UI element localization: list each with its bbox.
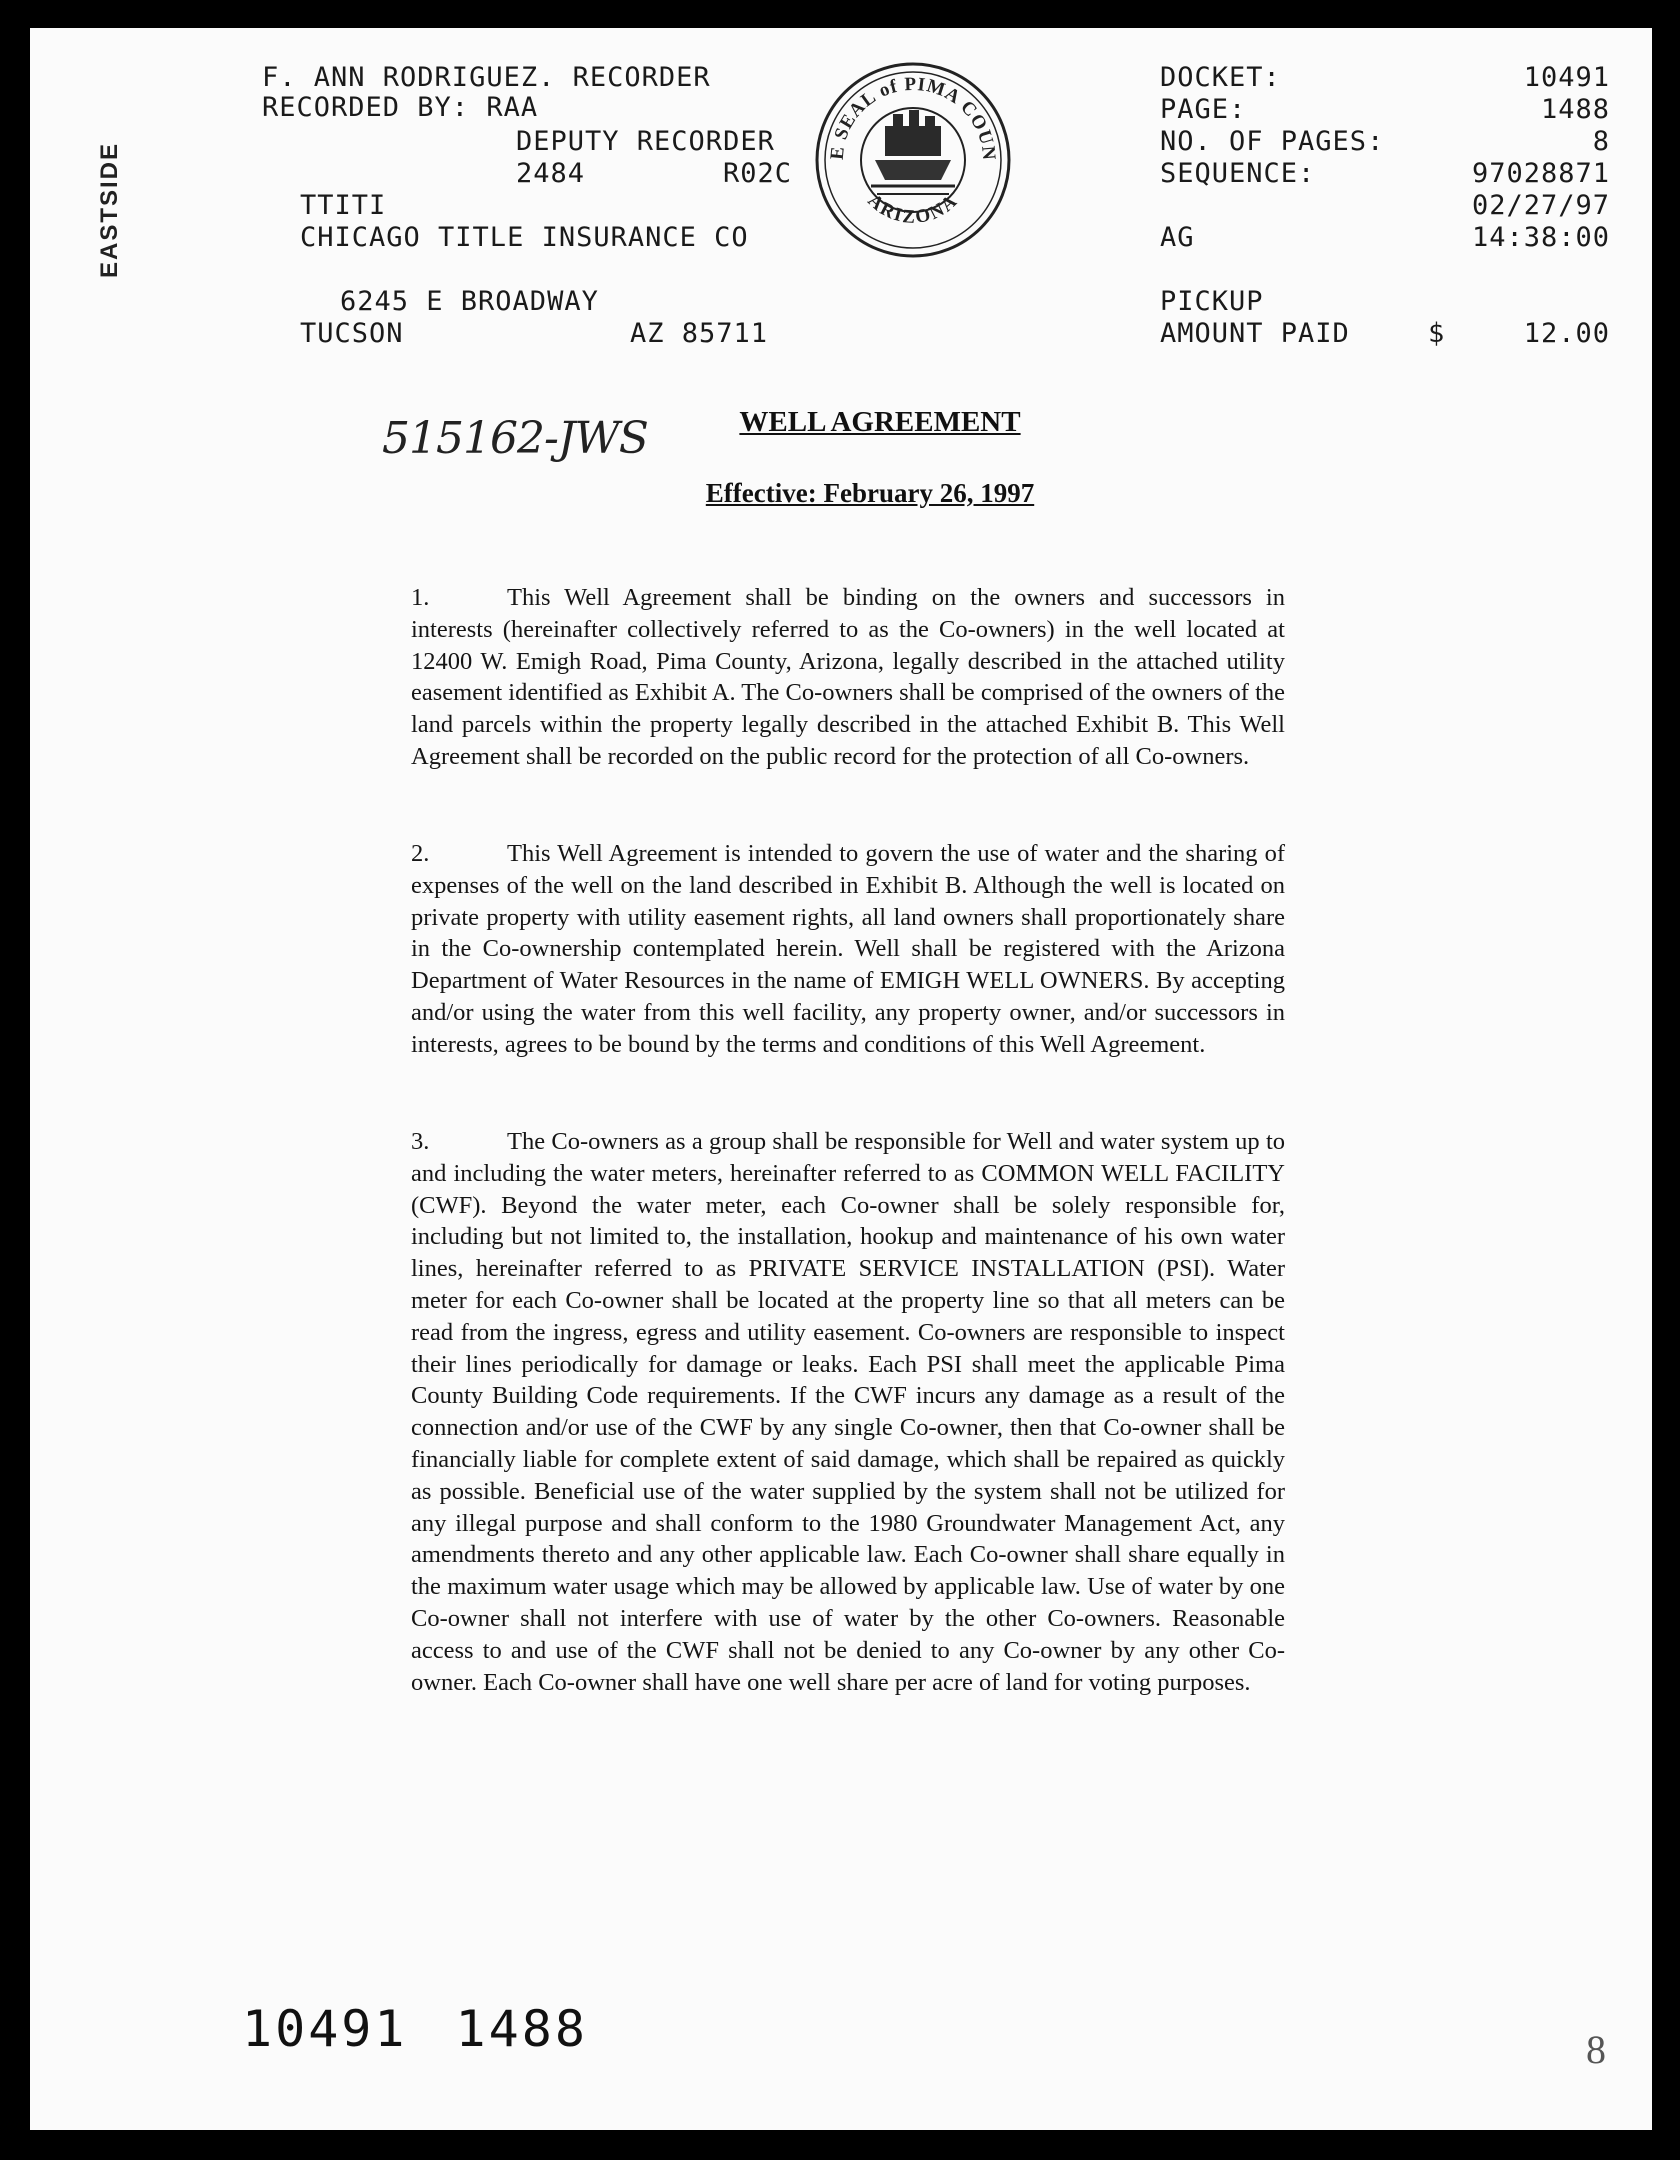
recorder-code-right: R02C bbox=[723, 158, 793, 189]
pages-label: NO. OF PAGES: bbox=[1160, 126, 1385, 157]
recorder-code-left: 2484 bbox=[516, 158, 586, 189]
paragraph-text: This Well Agreement shall be binding on the owners and successors in interests (hereinafter collectively referred to as the Co-owners) in the well located at 12400 W. Emigh Road, Pima County, Arizona, legally described in the attached utility easement identified as Exhibit A. The Co-owners shall be comprised of the owners of the land parcels within the property legally described in the attached Exhibit B. This Well Agreement shall be recorded on the public record for the protection of all Co-owners. bbox=[411, 584, 1285, 770]
amount-currency: $ bbox=[1428, 318, 1446, 349]
paragraph-number: 1. bbox=[411, 584, 430, 611]
amount-label: AMOUNT PAID bbox=[1160, 318, 1350, 349]
paragraph-1 bbox=[411, 582, 1285, 773]
record-date: 02/27/97 bbox=[1471, 190, 1610, 221]
document-page bbox=[30, 28, 1652, 2130]
paragraph-3 bbox=[411, 1126, 1285, 1698]
footer-page: 1488 bbox=[455, 2000, 588, 2058]
company-name: CHICAGO TITLE INSURANCE CO bbox=[300, 222, 749, 253]
footer-docket-page bbox=[242, 2000, 588, 2058]
document-title: WELL AGREEMENT bbox=[739, 406, 1021, 438]
ttiti-label: TTITI bbox=[300, 190, 387, 221]
pima-county-seal bbox=[813, 60, 1013, 260]
paragraph-text: The Co-owners as a group shall be responsible for Well and water system up to and including the water meters, hereinafter referred to as COMMON WELL FACILITY (CWF). Beyond the water meter, each Co-owner shall be solely responsible for, including but not limited to, the installation, hookup and maintenance of his own water lines, hereinafter referred to as PRIVATE SERVICE INSTALLATION (PSI). Water meter for each Co-owner shall be located at the property line so that all meters can be read from the ingress, egress and utility easement. Co-owners are responsible to inspect their lines periodically for damage or leaks. Each PSI shall meet the applicable Pima County Building Code requirements. If the CWF incurs any damage as a result of the connection and/or use of the CWF by any single Co-owner, then that Co-owner shall be financially liable for complete extent of said damage, which shall be repaired as quickly as possible. Beneficial use of the water supplied by the system shall not be utilized for any illegal purpose and shall conform to the 1980 Groundwater Management Act, any amendments thereto and any other applicable law. Each Co-owner shall share equally in the maximum water usage which may be allowed by applicable law. Use of water by one Co-owner shall not interfere with use of water by the other Co-owners. Reasonable access to and use of the CWF shall not be denied to any Co-owner by any other Co-owner. Each Co-owner shall have one well share per acre of land for voting purposes. bbox=[411, 1128, 1285, 1696]
city: TUCSON bbox=[300, 318, 404, 349]
effective-date: Effective: February 26, 1997 bbox=[705, 478, 1035, 508]
pages-value: 8 bbox=[1592, 126, 1610, 157]
docket-label: DOCKET: bbox=[1160, 62, 1281, 93]
paragraph-text: This Well Agreement is intended to govern the use of water and the sharing of expenses of the well on the land described in Exhibit B. Although the well is located on private property with utility easement rights, all land owners shall proportionately share in the Co-ownership contemplated herein. Well shall be registered with the Arizona Department of Water Resources in the name of EMIGH WELL OWNERS. By accepting and/or using the water from this well facility, any property owner, and/or successors in interests, agrees to be bound by the terms and conditions of this Well Agreement. bbox=[411, 840, 1285, 1058]
street-address: 6245 E BROADWAY bbox=[340, 286, 599, 317]
pickup-label: PICKUP bbox=[1160, 286, 1264, 317]
amount-value: 12.00 bbox=[1523, 318, 1610, 349]
docket-value: 10491 bbox=[1523, 62, 1610, 93]
deputy-recorder: DEPUTY RECORDER bbox=[516, 126, 775, 157]
corner-page-mark: 8 bbox=[1586, 2027, 1606, 2072]
sequence-value: 97028871 bbox=[1471, 158, 1610, 189]
paragraph-number: 3. bbox=[411, 1128, 430, 1155]
record-time: 14:38:00 bbox=[1471, 222, 1610, 253]
handwritten-reference: 515162-JWS bbox=[382, 413, 648, 464]
svg-text:THE SEAL of PIMA COUNTY: E SEAL of PIMA COUN bbox=[826, 73, 1000, 162]
paragraph-number: 2. bbox=[411, 840, 430, 867]
svg-text:ARIZONA: ARIZONA bbox=[863, 190, 963, 229]
paragraph-2 bbox=[411, 838, 1285, 1061]
recorded-by: RECORDED BY: RAA bbox=[262, 92, 539, 123]
sequence-label: SEQUENCE: bbox=[1160, 158, 1316, 189]
page-label: PAGE: bbox=[1160, 94, 1247, 125]
state-zip: AZ 85711 bbox=[630, 318, 769, 349]
page-value: 1488 bbox=[1540, 94, 1610, 125]
footer-docket: 10491 bbox=[242, 2000, 408, 2058]
ag-label: AG bbox=[1160, 222, 1195, 253]
eastside-stamp: EASTSIDE bbox=[96, 141, 123, 278]
recorder-line: F. ANN RODRIGUEZ. RECORDER bbox=[262, 62, 711, 93]
